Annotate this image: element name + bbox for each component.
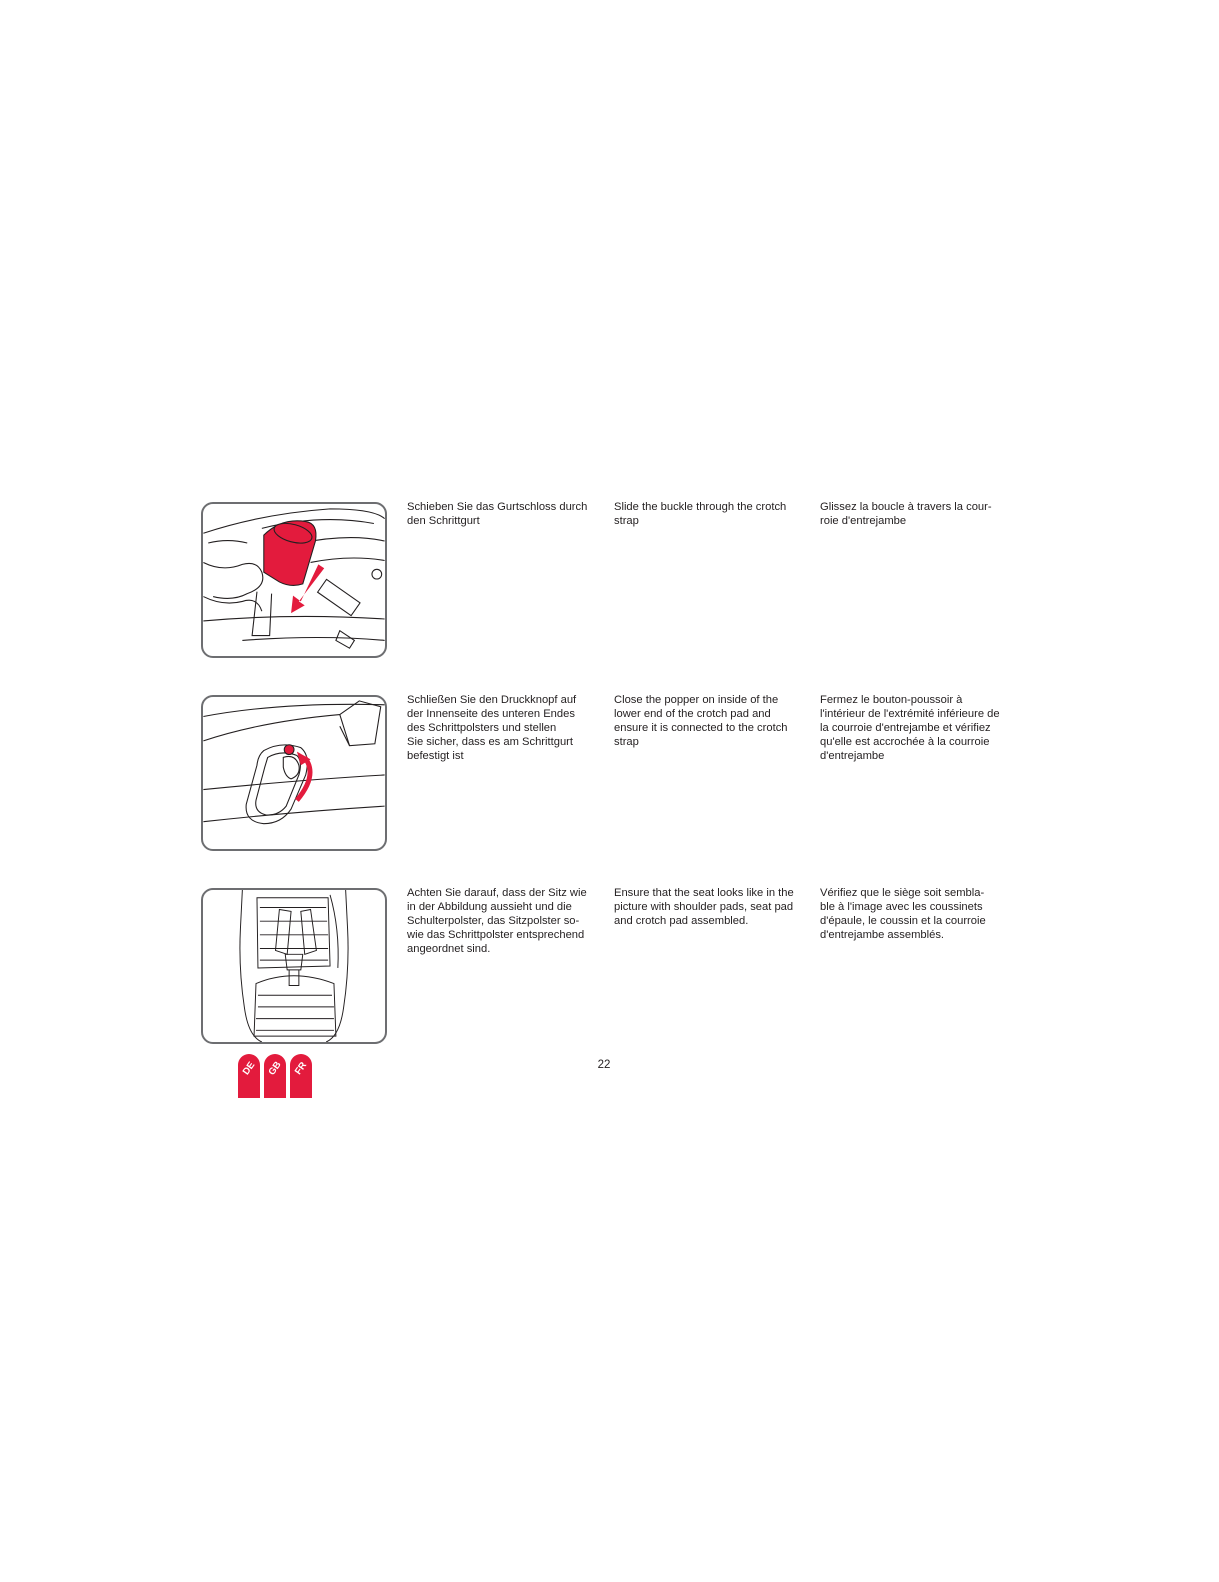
step-1-text-en: Slide the buckle through the crotch strap xyxy=(614,501,787,527)
language-tab-label: GB xyxy=(266,1059,284,1078)
page-number: 22 xyxy=(597,1059,611,1071)
language-tab-gb xyxy=(264,1054,286,1098)
language-tab-fr xyxy=(290,1054,312,1098)
step-3-text-fr: Vérifiez que le siège soit sembla- ble à l'image avec les coussinets d'épaule, le coussin et la courroie d'entrejambe assemblés. xyxy=(820,887,986,941)
step-2-text-de: Schließen Sie den Druckknopf auf der Innenseite des unteren Endes des Schrittpolsters und stellen Sie sicher, dass es am Schrittgurt befestigt ist xyxy=(407,694,577,762)
step-1-text-fr: Glissez la boucle à travers la cour- roie d'entrejambe xyxy=(820,501,992,527)
step-2-text-en: Close the popper on inside of the lower end of the crotch pad and ensure it is connected to the crotch strap xyxy=(614,694,788,748)
language-tab-label: FR xyxy=(292,1060,310,1077)
buckle-crotch-strap-illustration xyxy=(201,502,387,658)
language-tab-label: DE xyxy=(240,1059,258,1078)
seat-assembled-illustration xyxy=(201,888,387,1044)
step-3-text-de: Achten Sie darauf, dass der Sitz wie in der Abbildung aussieht und die Schulterpolster, das Sitzpolster so- wie das Schrittpolster entsprechend angeordnet sind. xyxy=(407,887,587,955)
step-2-text-fr: Fermez le bouton-poussoir à l'intérieur de l'extrémité inférieure de la courroie d'entrejambe et vérifiez qu'elle est accrochée à la courroie d'entrejambe xyxy=(820,694,1000,762)
language-tabs xyxy=(238,1054,318,1099)
step-3-text-en: Ensure that the seat looks like in the picture with shoulder pads, seat pad and crotch pad assembled. xyxy=(614,887,794,927)
popper-crotch-pad-illustration xyxy=(201,695,387,851)
language-tab-de xyxy=(238,1054,260,1098)
step-1-text-de: Schieben Sie das Gurtschloss durch den Schrittgurt xyxy=(407,501,588,527)
